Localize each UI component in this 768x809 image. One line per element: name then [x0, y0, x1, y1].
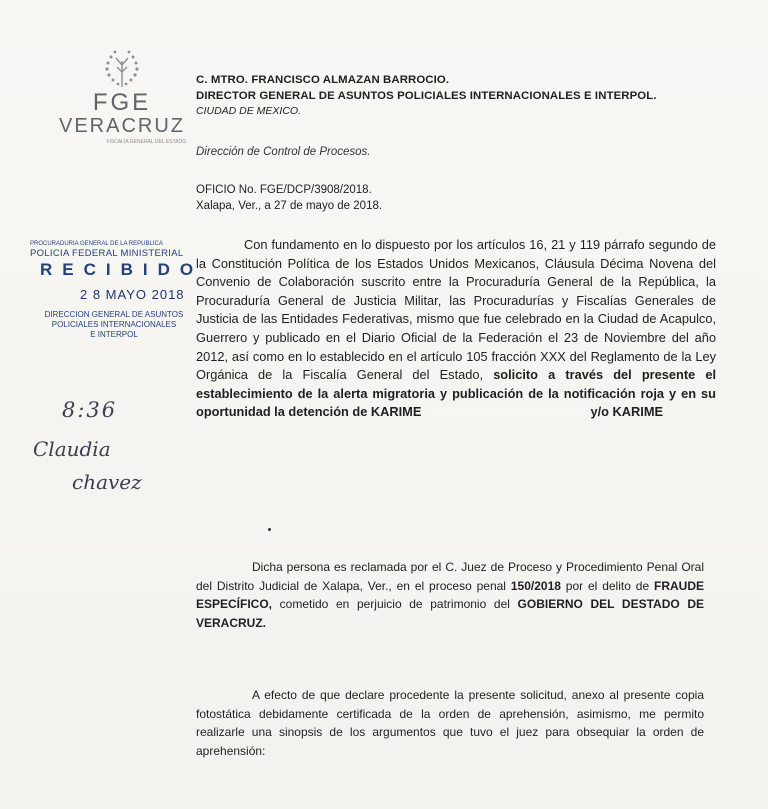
oficio-number: OFICIO No. FGE/DCP/3908/2018. [196, 184, 372, 196]
paragraph-legal-basis [196, 236, 716, 422]
redacted-surname [425, 407, 587, 419]
stamp-recibido: RECIBIDO [40, 260, 204, 279]
p2-text-3: cometido en perjuicio de patrimonio del [279, 597, 510, 611]
stray-mark [268, 528, 271, 531]
stamp-police: POLICIA FEDERAL MINISTERIAL [30, 248, 184, 259]
stamp-institution: PROCURADURIA GENERAL DE LA REPUBLICA [30, 241, 163, 247]
stamp-direction-3: E INTERPOL [90, 330, 138, 339]
handwritten-time: 8:36 [62, 398, 118, 422]
p2-text-1: Dicha persona es reclamada por el C. Juez de Proceso y Procedimiento Penal Oral del Distrito Judicial de Xalapa, Ver., en el proceso penal [196, 560, 704, 593]
handwritten-name-last: chavez [72, 470, 142, 494]
stamp-date: 2 8 MAYO 2018 [80, 287, 185, 302]
logo-veracruz-text: VERACRUZ [58, 115, 185, 137]
addressee-name: C. MTRO. FRANCISCO ALMAZAN BARROCIO. [196, 74, 450, 86]
paragraph-1-request: solicito a través del presente el establecimiento de la alerta migratoria y publicación de la notificación roja y en su oportunidad la detención de KARIME [196, 367, 717, 420]
addressee-header [196, 72, 756, 119]
paragraph-annex [196, 686, 704, 760]
p2-text-2: por el delito de [565, 578, 650, 593]
addressee-city: CIUDAD DE MEXICO. [196, 105, 302, 117]
p2-victim: GOBIERNO DEL DESTADO DE VERACRUZ. [196, 597, 704, 630]
oficio-date: Xalapa, Ver., a 27 de mayo de 2018. [196, 200, 383, 212]
stamp-direction-1: DIRECCION GENERAL DE ASUNTOS [44, 310, 184, 319]
addressee-title: DIRECTOR GENERAL DE ASUNTOS POLICIALES INTERNACIONALES E INTERPOL. [196, 90, 657, 102]
stamp-direction-2: POLICIALES INTERNACIONALES [51, 320, 177, 329]
paragraph-1-text: Con fundamento en lo dispuesto por los artículos 16, 21 y 119 párrafo segundo de la Constitución Política de los Estados Unidos Mexicanos, Cláusula Décima Novena del Convenio de Colaboración suscrito entre la Procuraduría General de la República, la Procuraduría General de Justicia Militar, las Procuradurías y Fiscalías Generales de Justicia de las Entidades Federativas, mismo que fue celebrado en la Ciudad de Acapulco, Guerrero y publicado en el Diario Oficial de la Federación el 23 de Noviembre del año 2012, así como en lo establecido en el artículo 105 fracción XXX del Reglamento de la Ley Orgánica de la Fiscalía General del Estado, [196, 237, 716, 383]
logo-subtitle: FISCALÍA GENERAL DEL ESTADO [106, 139, 186, 145]
department-name: Dirección de Control de Procesos. [196, 146, 371, 158]
fge-veracruz-logo [58, 45, 186, 145]
logo-fge-text: FGE [92, 89, 152, 116]
handwritten-name-first: Claudia [33, 437, 111, 461]
p2-crime: FRAUDE ESPECÍFICO, [196, 578, 704, 611]
received-stamp [30, 240, 204, 340]
paragraph-case [196, 558, 704, 632]
fge-veracruz-emblem-icon [99, 45, 145, 91]
oficio-block [196, 182, 382, 214]
paragraph-1-request-end: y/o KARIME [590, 404, 664, 420]
p3-text: A efecto de que declare procedente la presente solicitud, anexo al presente copia fotostática debidamente certificada de la orden de aprehensión, asimismo, me permito realizarle una sinopsis de los argumentos que tuvo el juez para obsequiar la orden de aprehensión: [196, 688, 704, 758]
p2-case-number: 150/2018 [510, 578, 561, 593]
